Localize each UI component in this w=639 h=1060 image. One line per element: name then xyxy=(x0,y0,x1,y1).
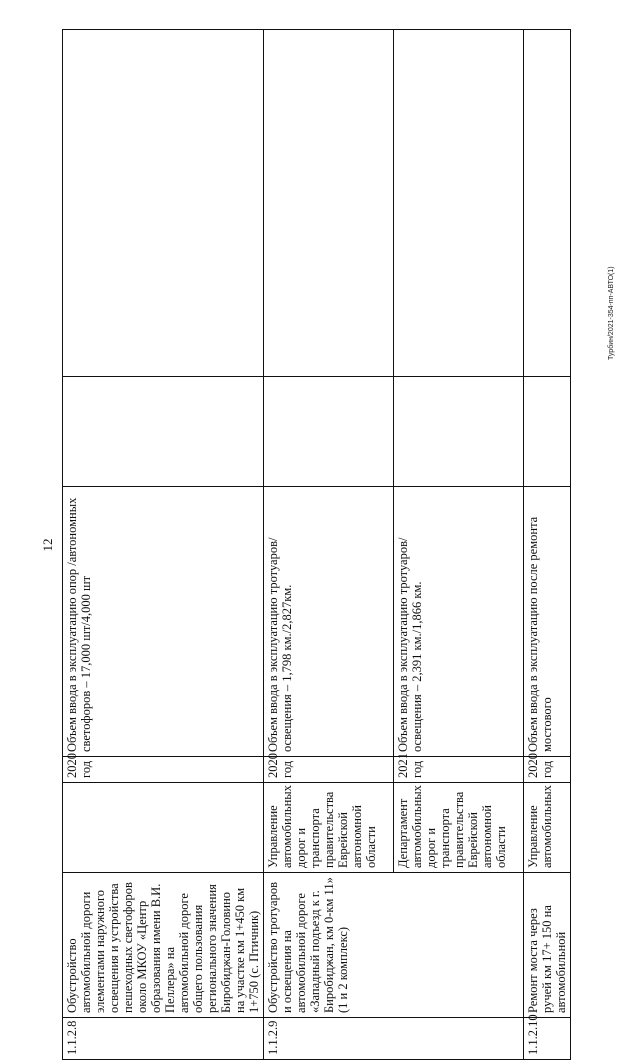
row-number: 1.1.2.9 xyxy=(264,1018,524,1060)
stamp-text: Турбин/2021-354-пп-АВТО(1) xyxy=(608,266,615,360)
org-cell: Управление автомобильных xyxy=(524,783,571,873)
measures-table xyxy=(62,29,571,1060)
row-number: 1.1.2.10 xyxy=(524,1018,571,1060)
year-cell: 2020 год xyxy=(524,757,571,783)
org-cell xyxy=(63,783,264,873)
year-cell: 2020 год xyxy=(264,757,394,783)
org-cell: Управление автомобильных дорог и транспорта правительства Еврейской автономной области xyxy=(264,783,394,873)
object-cell: Обустройство тротуаров и освещения на автомобильной дороге «Западный подъезд к г. Биробиджан, км 0-км 11» (1 и 2 комплекс) xyxy=(264,873,524,1018)
table-row xyxy=(63,30,264,1060)
empty-cell xyxy=(264,30,394,377)
indicator-cell: Объем ввода в эксплуатацию тротуаров/освещения – 1,798 км./2,827км. xyxy=(264,487,394,757)
indicator-cell: Объем ввода в эксплуатацию тротуаров/освещения – 2,391 км./1,866 км. xyxy=(394,487,524,757)
empty-cell xyxy=(524,30,571,377)
rotated-sheet xyxy=(35,30,625,1060)
indicator-cell: Объем ввода в эксплуатацию после ремонта мостового xyxy=(524,487,571,757)
row-number: 1.1.2.8 xyxy=(63,1018,264,1060)
table-row xyxy=(524,30,571,1060)
year-cell: 2020 год xyxy=(63,757,264,783)
empty-cell xyxy=(524,377,571,487)
object-cell: Ремонт моста через ручей км 17+ 150 на автомобильной xyxy=(524,873,571,1018)
empty-cell xyxy=(264,377,394,487)
indicator-cell: Объем ввода в эксплуатацию опор /автономных светофоров – 17,000 шт/4,000 шт xyxy=(63,487,264,757)
org-cell: Департамент автомобильных дорог и транспорта правительства Еврейской автономной области xyxy=(394,783,524,873)
empty-cell xyxy=(63,30,264,377)
document-stamp xyxy=(600,70,620,370)
object-cell: Обустройство автомобильной дороги элементами наружного освещения и устройства пешеходных светофоров около МКОУ «Центр образования имени В.И. Пеллера» на автомобильной дороге общего пользования регионального значения Биробиджан-Головино на участке км 1+450 км 1+750 (с. Птичник) xyxy=(63,873,264,1018)
table-row xyxy=(264,30,394,1060)
empty-cell xyxy=(394,30,524,377)
year-cell: 2021 год xyxy=(394,757,524,783)
page-number: 12 xyxy=(40,538,55,552)
empty-cell xyxy=(394,377,524,487)
empty-cell xyxy=(63,377,264,487)
